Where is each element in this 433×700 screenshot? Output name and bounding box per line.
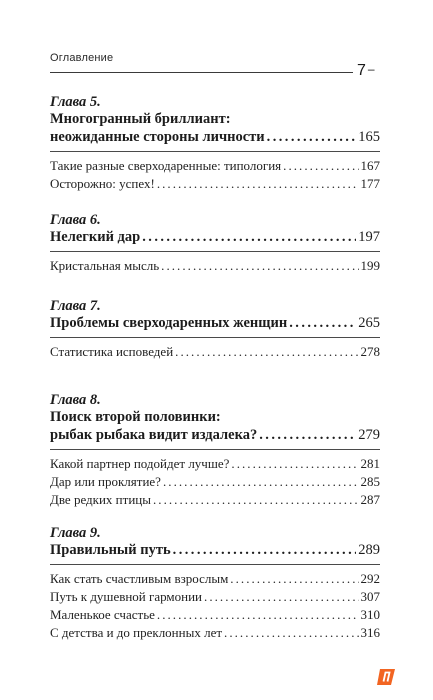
- dot-leader: [204, 588, 358, 606]
- section-title: Кристальная мысль: [50, 258, 160, 273]
- section-page: 292: [360, 571, 380, 586]
- section-title: С детства и до преклонных лет: [50, 625, 223, 640]
- dot-leader: [230, 570, 358, 588]
- chapter-divider: [50, 564, 380, 565]
- section-entry[interactable]: [50, 606, 380, 624]
- dot-leader: [289, 314, 356, 332]
- section-title: Две редких птицы: [50, 492, 151, 507]
- page-number: [357, 62, 375, 80]
- dot-leader: [173, 541, 357, 559]
- section-page: 167: [360, 158, 380, 173]
- section-page: 307: [360, 589, 380, 604]
- section-entry[interactable]: [50, 473, 380, 491]
- chapter-title-text: Нелегкий дар: [50, 229, 141, 245]
- chapter-7: [50, 298, 380, 361]
- section-entry[interactable]: [50, 343, 380, 361]
- chapter-number: Глава 9.: [50, 525, 101, 541]
- logo-shape: [377, 669, 395, 685]
- chapter-title-entry[interactable]: [50, 541, 380, 559]
- section-entry[interactable]: [50, 570, 380, 588]
- chapter-number: Глава 5.: [50, 94, 101, 110]
- dot-leader: [283, 157, 358, 175]
- chapter-number: Глава 8.: [50, 392, 101, 408]
- dot-leader: [157, 606, 359, 624]
- dot-leader: [163, 473, 359, 491]
- section-page: 310: [360, 607, 380, 622]
- section-page: 278: [360, 344, 380, 359]
- chapter-title-line: Многогранный бриллиант:: [50, 111, 231, 127]
- section-page: 281: [360, 456, 380, 471]
- chapter-page: 265: [358, 315, 380, 331]
- section-title: Такие разные сверходаренные: типология: [50, 158, 282, 173]
- dot-leader: [259, 426, 356, 444]
- section-page: 177: [360, 176, 380, 191]
- chapter-5: [50, 94, 380, 193]
- dot-leader: [224, 624, 358, 642]
- chapter-title-line: Поиск второй половинки:: [50, 409, 221, 425]
- section-entry[interactable]: [50, 157, 380, 175]
- dot-leader: [267, 128, 357, 146]
- section-entry[interactable]: [50, 257, 380, 275]
- section-entry[interactable]: [50, 588, 380, 606]
- section-title: Как стать счастливым взрослым: [50, 571, 229, 586]
- section-entry[interactable]: [50, 455, 380, 473]
- section-entry[interactable]: [50, 624, 380, 642]
- dot-leader: [231, 455, 358, 473]
- chapter-divider: [50, 151, 380, 152]
- chapter-divider: [50, 449, 380, 450]
- section-page: 199: [360, 258, 380, 273]
- chapter-title-entry[interactable]: [50, 128, 380, 146]
- section-title: Дар или проклятие?: [50, 474, 161, 489]
- section-title: Какой партнер подойдет лучше?: [50, 456, 230, 471]
- dot-leader: [175, 343, 358, 361]
- section-title: Путь к душевной гармонии: [50, 589, 203, 604]
- section-title: Статистика исповедей: [50, 344, 174, 359]
- header-rule: [50, 72, 353, 73]
- chapter-title-entry[interactable]: [50, 314, 380, 332]
- section-page: 287: [360, 492, 380, 507]
- chapter-6: [50, 212, 380, 275]
- chapter-divider: [50, 251, 380, 252]
- page-number-dash: –: [367, 62, 375, 76]
- section-entry[interactable]: [50, 491, 380, 509]
- dot-leader: [157, 175, 359, 193]
- chapter-9: [50, 525, 380, 642]
- chapter-page: 279: [358, 427, 380, 443]
- chapter-title-entry[interactable]: [50, 228, 380, 246]
- section-entry[interactable]: [50, 175, 380, 193]
- litres-logo-icon: [374, 666, 396, 688]
- section-title: Маленькое счастье: [50, 607, 155, 622]
- chapter-divider: [50, 337, 380, 338]
- dot-leader: [153, 491, 359, 509]
- dot-leader: [161, 257, 358, 275]
- section-title: Осторожно: успех!: [50, 176, 155, 191]
- chapter-page: 165: [358, 129, 380, 145]
- chapter-page: 197: [358, 229, 380, 245]
- dot-leader: [142, 228, 356, 246]
- chapter-number: Глава 7.: [50, 298, 101, 314]
- page-number-value: 7: [357, 62, 366, 79]
- chapter-title-text: Проблемы сверходаренных женщин: [50, 315, 288, 331]
- section-page: 285: [360, 474, 380, 489]
- running-head: Оглавление: [50, 52, 114, 64]
- chapter-number: Глава 6.: [50, 212, 101, 228]
- chapter-title-text: рыбак рыбака видит издалека?: [50, 427, 258, 443]
- chapter-title-text: Правильный путь: [50, 542, 171, 558]
- chapter-8: [50, 392, 380, 509]
- chapter-page: 289: [358, 542, 380, 558]
- section-page: 316: [360, 625, 380, 640]
- chapter-title-entry[interactable]: [50, 426, 380, 444]
- chapter-title-text: неожиданные стороны личности: [50, 129, 265, 145]
